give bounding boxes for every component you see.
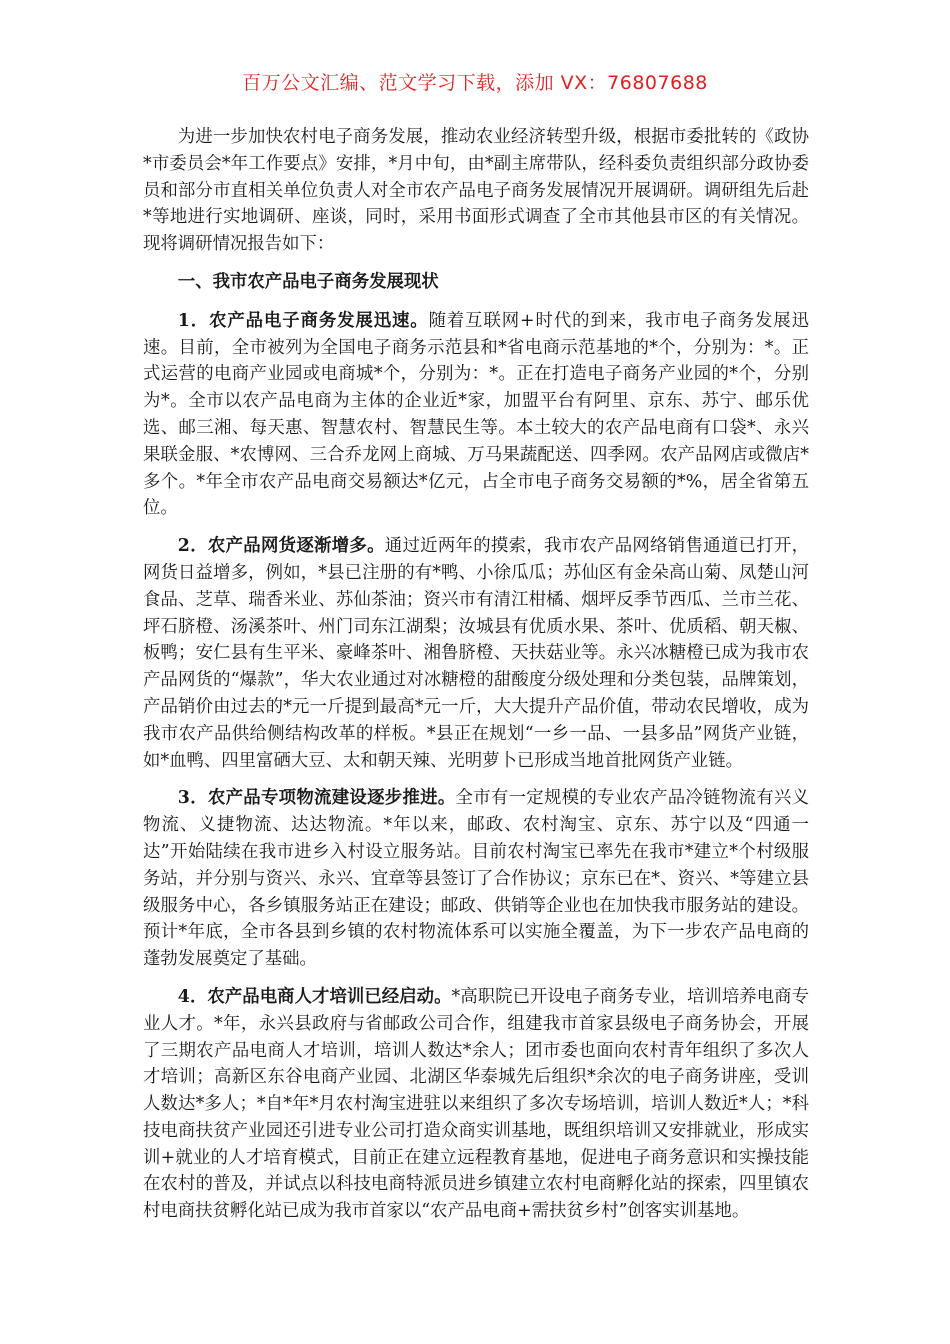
section-heading: 一、我市农产品电子商务发展现状 <box>177 271 439 292</box>
document-body <box>143 124 809 1236</box>
download-banner: 百万公文汇编、范文学习下载，添加 VX：76807688 <box>242 72 708 94</box>
paragraph-item-3 <box>143 785 809 973</box>
paragraph-item-4 <box>143 984 809 1225</box>
item-title: 2．农产品网货逐渐增多。 <box>177 536 385 557</box>
paragraph-item-1 <box>143 308 809 522</box>
item-title: 3．农产品专项物流建设逐步推进。 <box>177 788 456 809</box>
item-title: 1．农产品电子商务发展迅速。 <box>177 310 429 331</box>
item-body: 随着互联网+时代的到来，我市电子商务发展迅速。目前，全市被列为全国电子商务示范县和*省电商示范基地的*个，分别为：*。正式运营的电商产业园或电商城*个，分别为：*。正在打造电子商务产业园的*个，分别为*。全市以农产品电商为主体的企业近*家，加盟平台有阿里、京东、苏宁、邮乐优选、邮三湘、每天惠、智慧农村、智慧民生等。本土较大的农产品电商有口袋*、永兴果联金服、*农博网、三合乔龙网上商城、万马果蔬配送、四季网。农产品网店或微店*多个。*年全市农产品电商交易额达*亿元，占全市电子商务交易额的*%，居全省第五位。 <box>143 310 809 519</box>
intro-paragraph: 为进一步加快农村电子商务发展，推动农业经济转型升级，根据市委批转的《政协*市委员会*年工作要点》安排，*月中旬，由*副主席带队，经科委负责组织部分政协委员和部分市直相关单位负责人对全市农产品电子商务发展情况开展调研。调研组先后赴*等地进行实地调研、座谈，同时，采用书面形式调查了全市其他县市区的有关情况。现将调研情况报告如下： <box>143 127 809 255</box>
paragraph-item-2 <box>143 533 809 774</box>
item-title: 4．农产品电商人才培训已经启动。 <box>177 986 452 1007</box>
item-body: 通过近两年的摸索，我市农产品网络销售通道已打开，网货日益增多，例如，*县已注册的有*鸭、小徐瓜瓜；苏仙区有金朵高山菊、凤楚山河食品、芝草、瑞香米业、苏仙茶油；资兴市有清江柑橘、烟坪反季节西瓜、兰市兰花、坪石脐橙、汤溪茶叶、州门司东江湖梨；汝城县有优质水果、茶叶、优质稻、朝天椒、板鸭；安仁县有生平米、豪峰茶叶、湘鲁脐橙、天扶菇业等。永兴冰糖橙已成为我市农产品网货的“爆款”，华大农业通过对冰糖橙的甜酸度分级处理和分类包装，品牌策划，产品销价由过去的*元一斤提到最高*元一斤，大大提升产品价值，带动农民增收，成为我市农产品供给侧结构改革的样板。*县正在规划“一乡一品、一县多品”网货产业链，如*血鸭、四里富硒大豆、太和朝天辣、光明萝卜已形成当地首批网货产业链。 <box>143 536 809 771</box>
item-body: *高职院已开设电子商务专业，培训培养电商专业人才。*年，永兴县政府与省邮政公司合作，组建我市首家县级电子商务协会，开展了三期农产品电商人才培训，培训人数达*余人；团市委也面向农村青年组织了多次人才培训；高新区东谷电商产业园、北湖区华泰城先后组织*余次的电子商务讲座，受训人数达*多人；*自*年*月农村淘宝进驻以来组织了多次专场培训，培训人数近*人；*科技电商扶贫产业园还引进专业公司打造众商实训基地，既组织培训又安排就业，形成实训+就业的人才培育模式，目前正在建立远程教育基地，促进电子商务意识和实操技能在农村的普及，并试点以科技电商特派员进乡镇建立农村电商孵化站的探索，四里镇农村电商扶贫孵化站已成为我市首家以“农产品电商+需扶贫乡村”创客实训基地。 <box>143 986 809 1222</box>
item-body: 全市有一定规模的专业农产品冷链物流有兴义物流、义捷物流、达达物流。*年以来，邮政、农村淘宝、京东、苏宁以及“四通一达”开始陆续在我市进乡入村设立服务站。目前农村淘宝已率先在我市*建立*个村级服务站，并分别与资兴、永兴、宜章等县签订了合作协议；京东已在*、资兴、*等建立县级服务中心，各乡镇服务站正在建设；邮政、供销等企业也在加快我市服务站的建设。预计*年底，全市各县到乡镇的农村物流体系可以实施全覆盖，为下一步农产品电商的蓬勃发展奠定了基础。 <box>143 788 809 970</box>
